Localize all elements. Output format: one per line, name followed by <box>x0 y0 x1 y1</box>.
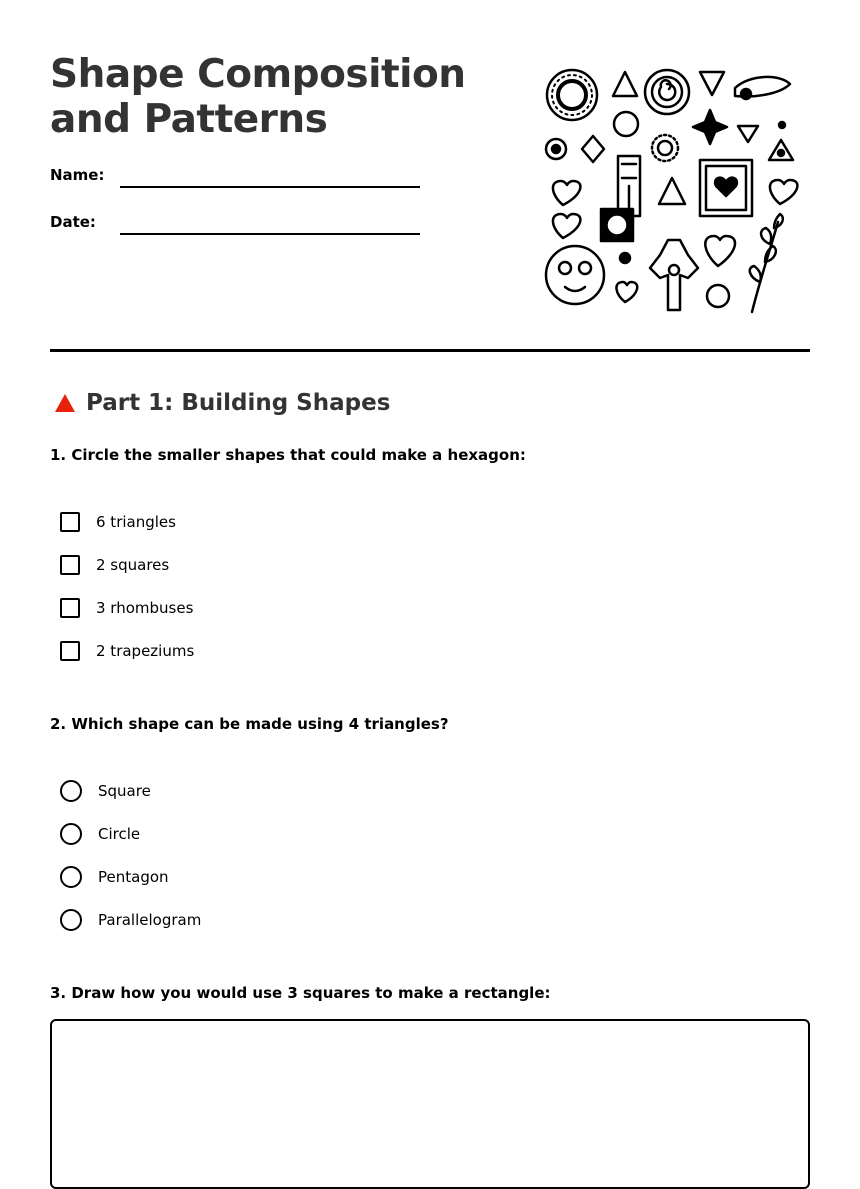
option-q2-4[interactable] <box>60 907 201 933</box>
option-q2-3[interactable] <box>60 864 169 890</box>
radio-button[interactable] <box>60 909 82 931</box>
name-label: Name: <box>50 166 105 184</box>
warning-triangle-icon <box>54 393 76 413</box>
option-q2-2[interactable] <box>60 821 140 847</box>
checkbox[interactable] <box>60 598 80 618</box>
option-label: Circle <box>98 825 141 843</box>
option-q1-4[interactable] <box>60 638 194 664</box>
option-label: 2 squares <box>96 556 170 574</box>
radio-button[interactable] <box>60 866 82 888</box>
drawing-area[interactable] <box>50 1019 810 1189</box>
name-field[interactable] <box>120 186 420 188</box>
option-label: 2 trapeziums <box>96 642 195 660</box>
part1-heading-text: Part 1: Building Shapes <box>86 390 391 416</box>
option-label: Square <box>98 782 151 800</box>
date-field[interactable] <box>120 233 420 235</box>
date-label: Date: <box>50 213 96 231</box>
option-q1-3[interactable] <box>60 595 193 621</box>
part1-heading <box>54 390 390 416</box>
option-label: 3 rhombuses <box>96 599 194 617</box>
radio-button[interactable] <box>60 780 82 802</box>
question-1: 1. Circle the smaller shapes that could make a hexagon: <box>50 446 526 464</box>
doodle-shapes-collage-icon <box>540 62 800 317</box>
option-label: Pentagon <box>98 868 169 886</box>
checkbox[interactable] <box>60 641 80 661</box>
option-q1-2[interactable] <box>60 552 169 578</box>
checkbox[interactable] <box>60 512 80 532</box>
option-q1-1[interactable] <box>60 509 176 535</box>
question-3: 3. Draw how you would use 3 squares to make a rectangle: <box>50 984 551 1002</box>
option-label: 6 triangles <box>96 513 176 531</box>
radio-button[interactable] <box>60 823 82 845</box>
section-divider <box>50 349 810 352</box>
option-q2-1[interactable] <box>60 778 151 804</box>
option-label: Parallelogram <box>98 911 202 929</box>
checkbox[interactable] <box>60 555 80 575</box>
page-title: Shape Composition and Patterns <box>50 52 466 142</box>
question-2: 2. Which shape can be made using 4 triangles? <box>50 715 449 733</box>
